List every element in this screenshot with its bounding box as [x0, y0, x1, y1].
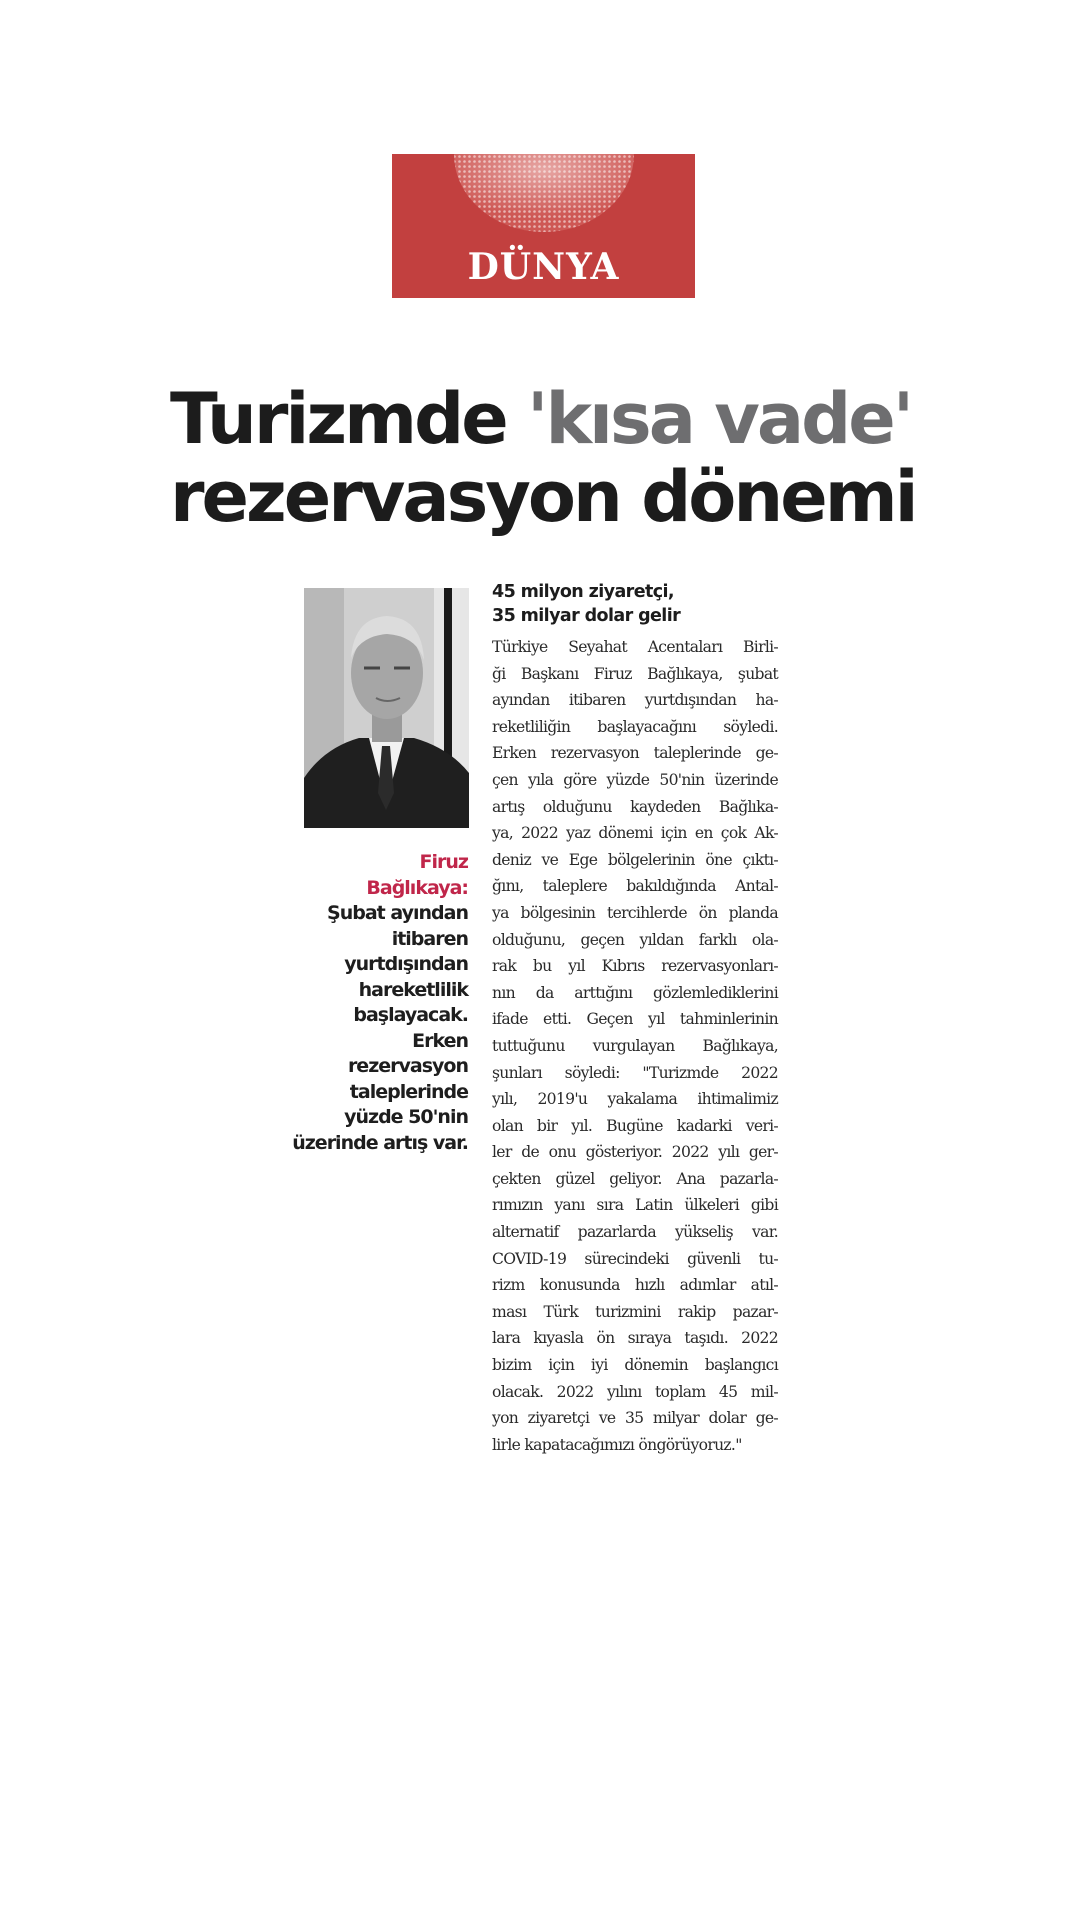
body-line: Erken rezervasyon taleplerinde ge-	[492, 744, 778, 763]
caption-quote-line: üzerinde artış var.	[292, 1131, 468, 1154]
dunya-logo	[392, 154, 695, 298]
body-line: tuttuğunu vurgulayan Bağlıkaya,	[492, 1036, 778, 1055]
caption-quote-line: hareketlilik	[358, 978, 468, 1001]
headline	[170, 380, 1030, 536]
body-line: bizim için iyi dönemin başlangıcı	[492, 1356, 778, 1375]
caption-quote-line: yüzde 50'nin	[344, 1106, 468, 1128]
pull-quote	[290, 850, 468, 1156]
body-line: lara kıyasla ön sıraya taşıdı. 2022	[492, 1329, 778, 1348]
body-line: ler de onu gösteriyor. 2022 yılı ger-	[492, 1143, 778, 1162]
body-line: ayından itibaren yurtdışından ha-	[492, 691, 778, 710]
body-line: lirle kapatacağımızı öngörüyoruz."	[492, 1435, 742, 1454]
body-line: ğını, taleplere bakıldığında Antal-	[492, 877, 778, 896]
body-line: ği Başkanı Firuz Bağlıkaya, şubat	[492, 664, 778, 683]
headline-line-2: rezervasyon dönemi	[170, 456, 916, 538]
article-body	[492, 634, 778, 1458]
caption-name-line-2: Bağlıkaya:	[366, 876, 468, 899]
body-line: şunları söyledi: "Turizmde 2022	[492, 1063, 778, 1082]
caption-quote-line: rezervasyon	[347, 1055, 468, 1077]
caption-quote-line: itibaren	[391, 927, 468, 950]
body-line: olacak. 2022 yılını toplam 45 mil-	[492, 1382, 778, 1401]
body-line: yılı, 2019'u yakalama ihtimalimiz	[492, 1090, 778, 1109]
body-line: rak bu yıl Kıbrıs rezervasyonları-	[492, 957, 778, 976]
body-line: alternatif pazarlarda yükseliş var.	[492, 1223, 778, 1242]
headline-line-1	[170, 380, 1030, 458]
caption-name-line-1: Firuz	[419, 851, 468, 873]
body-line: deniz ve Ege bölgelerinin öne çıktı-	[492, 850, 778, 869]
caption-quote-line: taleplerinde	[349, 1080, 468, 1103]
body-line: ması Türk turizmini rakip pazar-	[492, 1302, 778, 1321]
body-line: Türkiye Seyahat Acentaları Birli-	[492, 638, 778, 656]
body-line: nın da arttığını gözlemlediklerini	[492, 983, 778, 1002]
body-line: rımızın yanı sıra Latin ülkeleri gibi	[492, 1196, 778, 1215]
caption-quote-line: yurtdışından	[344, 953, 468, 975]
body-line: COVID-19 sürecindeki güvenli tu-	[492, 1249, 778, 1268]
caption-quote-line: başlayacak.	[353, 1004, 468, 1026]
headline-accent: 'kısa vade'	[527, 378, 912, 460]
body-line: olduğunu, geçen yıldan farklı ola-	[492, 930, 778, 949]
person-photo-icon	[304, 588, 469, 828]
body-line: olan bir yıl. Bugüne kadarki veri-	[492, 1116, 778, 1135]
portrait-photo	[304, 588, 469, 828]
body-line: ya bölgesinin tercihlerde ön planda	[492, 903, 778, 922]
article-subhead	[492, 580, 782, 628]
body-line: yon ziyaretçi ve 35 milyar dolar ge-	[492, 1409, 778, 1428]
body-line: ya, 2022 yaz dönemi için en çok Ak-	[492, 824, 778, 843]
caption-quote-line: Erken	[412, 1029, 468, 1052]
body-line: ifade etti. Geçen yıl tahminlerinin	[492, 1010, 778, 1029]
body-line: artış olduğunu kaydeden Bağlıka-	[492, 797, 778, 816]
caption-quote-line: Şubat ayından	[327, 902, 468, 924]
body-line: rizm konusunda hızlı adımlar atıl-	[492, 1276, 778, 1295]
logo-text: DÜNYA	[467, 246, 620, 288]
subhead-line-1: 45 milyon ziyaretçi,	[492, 582, 674, 602]
subhead-line-2: 35 milyar dolar gelir	[492, 606, 681, 626]
body-line: çekten güzel geliyor. Ana pazarla-	[492, 1169, 778, 1188]
headline-part-1: Turizmde	[170, 378, 528, 460]
body-line: çen yıla göre yüzde 50'nin üzerinde	[492, 770, 778, 789]
body-line: reketliliğin başlayacağını söyledi.	[492, 717, 778, 736]
